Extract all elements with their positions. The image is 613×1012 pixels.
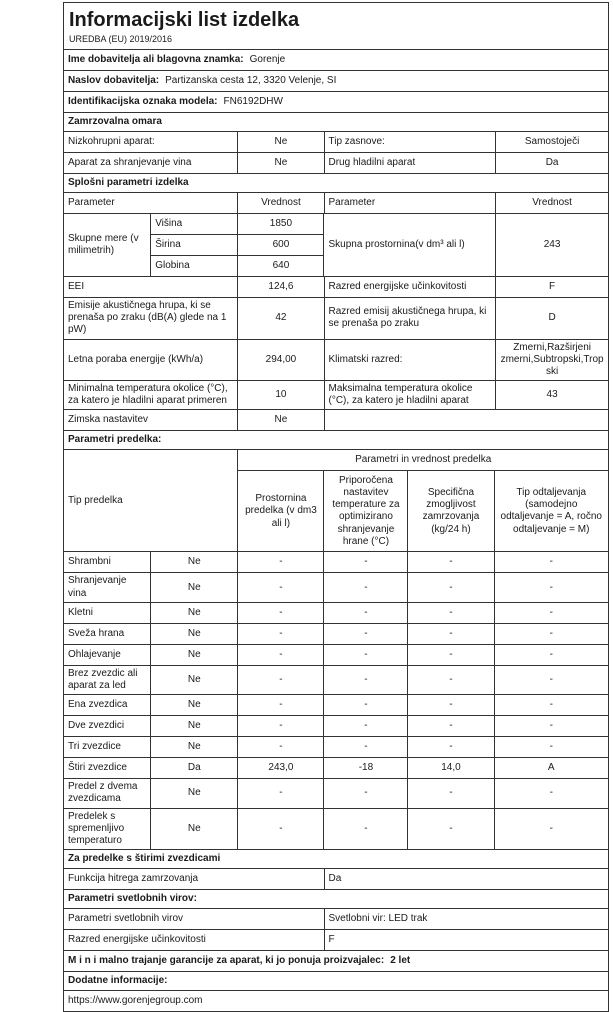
light-section-header	[63, 889, 609, 909]
guarantee-label: M i n i malno trajanje garancije za aparat, ki jo ponuja proizvajalec:	[68, 955, 385, 967]
compartment-value: -	[238, 552, 324, 573]
compartment-value: -	[408, 737, 494, 758]
dimension-value: 640	[238, 255, 324, 276]
param-value: 124,6	[238, 276, 324, 297]
compartment-present: Ne	[151, 779, 238, 808]
supplier-address-value: Partizanska cesta 12, 3320 Velenje, SI	[165, 74, 337, 86]
compartment-value: -	[408, 573, 494, 602]
table-row	[64, 695, 609, 716]
compartment-section-header	[63, 430, 609, 450]
model-id-value: FN6192DHW	[223, 95, 283, 107]
compartment-value: -	[238, 716, 324, 737]
compartment-group-header-row	[64, 450, 609, 471]
param-value: Zmerni,Razširjeni zmerni,Subtropski,Tropski	[496, 339, 609, 381]
table-row	[64, 152, 609, 173]
four-star-section-title: Za predelke s štirimi zvezdicami	[64, 850, 609, 869]
title-block	[63, 2, 609, 50]
compartment-section-title: Parametri predelka:	[64, 431, 609, 450]
compartment-value: -	[408, 665, 494, 694]
compartment-present: Ne	[151, 602, 238, 623]
column-header: Vrednost	[496, 192, 609, 213]
general-params-table	[63, 276, 609, 432]
compartment-name: Brez zvezdic ali aparat za led	[64, 665, 151, 694]
compartment-present: Ne	[151, 665, 238, 694]
param-label: Razred energijske učinkovitosti	[324, 276, 496, 297]
supplier-address-label: Naslov dobavitelja:	[68, 74, 160, 86]
param-label: Aparat za shranjevanje vina	[64, 152, 238, 173]
compartment-value: -	[238, 737, 324, 758]
table-row	[64, 276, 609, 297]
compartment-value: -	[238, 644, 324, 665]
param-label: Parametri svetlobnih virov	[64, 909, 325, 930]
dimensions-label: Skupne mere (v milimetrih)	[64, 213, 151, 276]
compartment-value: -	[324, 779, 408, 808]
compartment-value: -	[408, 644, 494, 665]
dimension-value: 1850	[238, 213, 324, 234]
additional-section-header	[63, 971, 609, 991]
param-label: Letna poraba energije (kWh/a)	[64, 339, 238, 381]
param-value: 10	[238, 381, 324, 410]
dimension-name: Globina	[151, 255, 238, 276]
compartment-name: Kletni	[64, 602, 151, 623]
compartment-value: A	[494, 758, 608, 779]
compartment-name: Shrambni	[64, 552, 151, 573]
table-row	[64, 716, 609, 737]
compartment-name: Tri zvezdice	[64, 737, 151, 758]
table-row	[64, 623, 609, 644]
param-value: 294,00	[238, 339, 324, 381]
param-label: Emisije akustičnega hrupa, ki se prenaša po zraku (dB(A) glede na 1 pW)	[64, 297, 238, 339]
table-row	[64, 131, 609, 152]
table-row	[64, 779, 609, 808]
table-row	[64, 213, 609, 234]
param-value: Ne	[238, 152, 324, 173]
compartment-value: -	[494, 573, 608, 602]
compartment-value: -	[324, 552, 408, 573]
compartment-value: -	[494, 644, 608, 665]
compartment-value: -	[494, 665, 608, 694]
param-label: Maksimalna temperatura okolice (°C), za katero je hladilni aparat	[324, 381, 496, 410]
dimension-value: 600	[238, 234, 324, 255]
param-value: Ne	[238, 131, 324, 152]
compartment-name: Štiri zvezdice	[64, 758, 151, 779]
table-row	[64, 909, 609, 930]
compartment-value: -	[408, 602, 494, 623]
page-title: Informacijski list izdelka	[69, 9, 300, 31]
compartment-value: -	[324, 602, 408, 623]
table-row	[64, 339, 609, 381]
param-label: Drug hladilni aparat	[324, 152, 496, 173]
compartment-value: -	[324, 644, 408, 665]
general-section-title: Splošni parametri izdelka	[64, 173, 609, 192]
guarantee-value: 2 let	[390, 955, 411, 967]
compartment-value: -	[324, 737, 408, 758]
column-header-row	[64, 192, 609, 213]
compartment-value: -	[408, 695, 494, 716]
compartment-value: -	[238, 623, 324, 644]
table-row	[64, 644, 609, 665]
general-section-header	[63, 173, 609, 193]
compartment-value: -	[238, 573, 324, 602]
dimension-name: Višina	[151, 213, 238, 234]
manufacturer-url: https://www.gorenjegroup.com	[64, 991, 609, 1012]
freezer-section-title: Zamrzovalna omara	[64, 112, 609, 131]
compartment-value: -	[494, 779, 608, 808]
general-params-header-table	[63, 192, 609, 214]
param-label: Funkcija hitrega zamrzovanja	[64, 869, 325, 890]
param-label: Minimalna temperatura okolice (°C), za katero je hladilni aparat primeren	[64, 381, 238, 410]
supplier-address-row	[63, 70, 609, 92]
param-label: EEI	[64, 276, 238, 297]
supplier-brand-label: Ime dobavitelja ali blagovna znamka:	[68, 53, 244, 65]
param-label: Zimska nastavitev	[64, 410, 238, 431]
column-header: Vrednost	[238, 192, 324, 213]
table-row	[64, 381, 609, 410]
param-value: D	[496, 297, 609, 339]
compartment-value: -	[238, 665, 324, 694]
four-star-table	[63, 868, 609, 890]
compartment-present: Ne	[151, 716, 238, 737]
column-header-volume: Prostornina predelka (v dm3 ali l)	[238, 471, 324, 552]
compartment-name: Dve zvezdici	[64, 716, 151, 737]
table-row	[64, 410, 609, 431]
model-id-label: Identifikacijska oznaka modela:	[68, 95, 218, 107]
table-row	[64, 602, 609, 623]
compartment-value: -	[324, 665, 408, 694]
table-row	[64, 808, 609, 850]
table-row	[64, 930, 609, 951]
param-label: Razred energijske učinkovitosti	[64, 930, 325, 951]
freezer-section-header	[63, 112, 609, 132]
table-row	[64, 552, 609, 573]
compartment-present: Ne	[151, 644, 238, 665]
compartment-value: -	[494, 737, 608, 758]
dimensions-table	[63, 213, 609, 277]
compartment-value: -	[494, 602, 608, 623]
supplier-brand-row	[63, 49, 609, 71]
column-header-freezing-capacity: Specifična zmogljivost zamrzovanja (kg/24 h)	[408, 471, 494, 552]
param-label: Klimatski razred:	[324, 339, 496, 381]
column-header: Parameter	[64, 192, 238, 213]
compartment-value: -	[238, 808, 324, 850]
supplier-brand-value: Gorenje	[249, 53, 286, 65]
guarantee-row	[63, 950, 609, 972]
table-row	[64, 665, 609, 694]
column-header-defrost-type: Tip odtaljevanja (samodejno odtaljevanje = A, ročno odtaljevanje = M)	[494, 471, 608, 552]
compartment-value: -	[408, 623, 494, 644]
param-value: 43	[496, 381, 609, 410]
compartment-value: -	[494, 552, 608, 573]
additional-section-title: Dodatne informacije:	[64, 972, 609, 991]
total-volume-label: Skupna prostornina(v dm³ ali l)	[324, 213, 496, 276]
four-star-section-header	[63, 849, 609, 869]
table-row	[64, 758, 609, 779]
compartment-table	[63, 449, 609, 850]
param-value: Svetlobni vir: LED trak	[324, 909, 609, 930]
compartment-value: -	[494, 808, 608, 850]
column-header: Parameter	[324, 192, 496, 213]
compartment-value: -	[324, 808, 408, 850]
compartment-group-header: Parametri in vrednost predelka	[238, 450, 609, 471]
compartment-present: Ne	[151, 737, 238, 758]
compartment-value: -	[494, 695, 608, 716]
compartment-name: Shranjevanje vina	[64, 573, 151, 602]
compartment-value: -18	[324, 758, 408, 779]
empty-cell	[324, 410, 609, 431]
light-params-table	[63, 908, 609, 951]
compartment-value: -	[324, 716, 408, 737]
compartment-value: -	[238, 779, 324, 808]
param-value: Ne	[238, 410, 324, 431]
param-label: Nizkohrupni aparat:	[64, 131, 238, 152]
param-value: Samostoječi	[496, 131, 609, 152]
compartment-present: Ne	[151, 552, 238, 573]
dimension-name: Širina	[151, 234, 238, 255]
freezer-params-table	[63, 131, 609, 174]
param-value: F	[324, 930, 609, 951]
column-header-temperature: Priporočena nastavitev temperature za optimizirano shranjevanje hrane (°C)	[324, 471, 408, 552]
table-row	[64, 869, 609, 890]
compartment-name: Predelek s spremenljivo temperaturo	[64, 808, 151, 850]
compartment-name: Sveža hrana	[64, 623, 151, 644]
compartment-present: Ne	[151, 695, 238, 716]
param-value: Da	[324, 869, 609, 890]
compartment-value: -	[238, 695, 324, 716]
compartment-value: 14,0	[408, 758, 494, 779]
model-id-row	[63, 91, 609, 113]
param-value: 42	[238, 297, 324, 339]
param-label: Tip zasnove:	[324, 131, 496, 152]
table-row	[64, 737, 609, 758]
compartment-value: 243,0	[238, 758, 324, 779]
table-row	[64, 297, 609, 339]
compartment-value: -	[324, 695, 408, 716]
compartment-present: Da	[151, 758, 238, 779]
compartment-value: -	[494, 716, 608, 737]
param-value: Da	[496, 152, 609, 173]
product-information-sheet	[63, 2, 609, 1012]
compartment-value: -	[324, 573, 408, 602]
total-volume-value: 243	[496, 213, 609, 276]
light-section-title: Parametri svetlobnih virov:	[64, 890, 609, 909]
regulation-reference: UREDBA (EU) 2019/2016	[69, 34, 173, 44]
compartment-value: -	[408, 808, 494, 850]
compartment-value: -	[324, 623, 408, 644]
param-value: F	[496, 276, 609, 297]
compartment-type-header: Tip predelka	[64, 450, 238, 552]
compartment-value: -	[408, 779, 494, 808]
compartment-name: Ena zvezdica	[64, 695, 151, 716]
additional-url-row	[63, 990, 609, 1012]
compartment-present: Ne	[151, 808, 238, 850]
compartment-value: -	[238, 602, 324, 623]
table-row	[64, 573, 609, 602]
compartment-value: -	[494, 623, 608, 644]
param-label: Razred emisij akustičnega hrupa, ki se prenaša po zraku	[324, 297, 496, 339]
compartment-value: -	[408, 552, 494, 573]
compartment-value: -	[408, 716, 494, 737]
compartment-name: Predel z dvema zvezdicama	[64, 779, 151, 808]
compartment-present: Ne	[151, 573, 238, 602]
compartment-present: Ne	[151, 623, 238, 644]
compartment-name: Ohlajevanje	[64, 644, 151, 665]
